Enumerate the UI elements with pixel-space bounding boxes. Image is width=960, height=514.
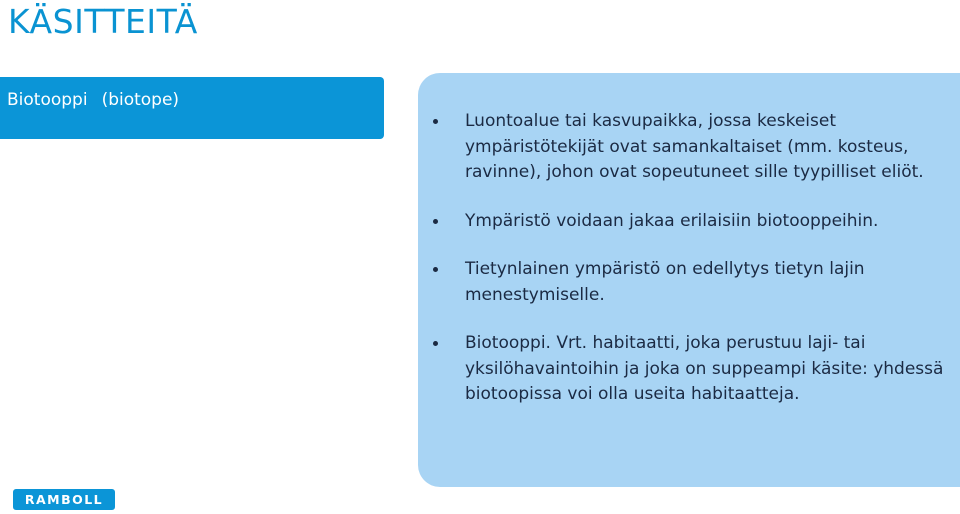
definition-list — [465, 109, 950, 408]
definition-item: Luontoalue tai kasvupaikka, jossa keskeiset ympäristötekijät ovat samankaltaiset (mm. kosteus, ravinne), johon ovat sopeutuneet sille tyypilliset eliöt. — [465, 109, 950, 186]
definition-item: Biotooppi. Vrt. habitaatti, joka perustuu laji- tai yksilöhavaintoihin ja joka on suppeampi käsite: yhdessä biotoopissa voi olla useita habitaatteja. — [465, 331, 950, 408]
term-box — [0, 77, 384, 139]
slide-title: KÄSITTEITÄ — [8, 2, 198, 41]
logo-text: RAMBOLL — [24, 492, 104, 507]
term-primary: Biotooppi — [7, 90, 88, 110]
definition-item: Tietynlainen ympäristö on edellytys tietyn lajin menestymiselle. — [465, 257, 950, 308]
term-secondary: (biotope) — [101, 90, 180, 110]
definition-item: Ympäristö voidaan jakaa erilaisiin biotooppeihin. — [465, 209, 950, 235]
definition-panel — [418, 73, 960, 487]
ramboll-logo — [13, 489, 115, 510]
